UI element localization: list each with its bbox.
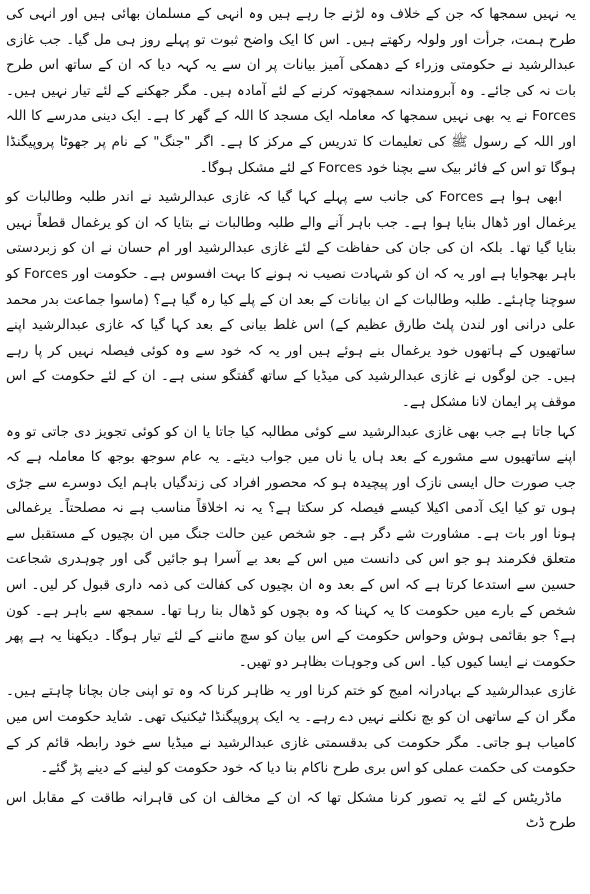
- article-paragraph-2: ابھی ہوا ہے Forces کی جانب سے پہلے کہا گیا کہ غازی عبدالرشید نے اندر طلبہ وطالبات کو یرغمال اور ڈھال بنایا ہوا ہے۔ جب باہر آنے والے طلبہ وطالبات نے بتایا کہ ان کو یرغمال قطعاً نہیں بنایا گیا تھا۔ بلکہ ان کی جان کی حفاظت کے لئے غازی عبدالرشید اور ام حسان نے ان کو زبردستی باہر بھجوایا ہے اور یہ کہ ان کو شہادت نصیب نہ ہونے کا بہت افسوس ہے۔ حکومت اور Forces کو سوچنا چاہئے۔ طلبہ وطالبات کے ان بیانات کے بعد ان کے پلے کیا رہ گیا ہے؟ (ماسوا جماعت بدر محمد علی درانی اور لندن پلٹ طارق عظیم کے) اس غلط بیانی کے بعد کہا گیا کہ غازی عبدالرشید اپنے ساتھیوں کے ہاتھوں خود یرغمال بنے ہوئے ہیں اور یہ کہ خود سے وہ کوئی فیصلہ نہیں کر پا رہے ہیں۔ جن لوگوں نے غازی عبدالرشید کی میڈیا کے ساتھ گفتگو سنی ہے۔ ان کے لئے حکومت کے اس موقف پر ایمان لانا مشکل ہے۔: [6, 189, 576, 410]
- article-paragraph-4: غازی عبدالرشید کے بہادرانہ امیج کو ختم کرنا اور یہ ظاہر کرنا کہ وہ تو اپنی جان بچانا چاہتے ہیں۔ مگر ان کے ساتھی ان کو بچ نکلنے نہیں دے رہے۔ یہ ایک پروپیگنڈا ٹیکنیک تھی۔ شاید حکومت اس میں کامیاب ہو جاتی۔ مگر حکومت کی بدقسمتی غازی عبدالرشید نے میڈیا سے خود رابطہ قائم کر کے حکومت کی حکمت عملی کو اس بری طرح ناکام بنا دیا کہ خود حکومت کو لینے کے دینے پڑ گئے۔: [6, 683, 576, 777]
- article-paragraph-5: ماڈریٹس کے لئے یہ تصور کرنا مشکل تھا کہ ان کے مخالف ان کی قاہرانہ طاقت کے مقابل اس طرح ڈٹ: [6, 789, 576, 832]
- article-paragraph-3: کہا جاتا ہے جب بھی غازی عبدالرشید سے کوئی مطالبہ کیا جاتا یا ان کو کوئی تجویز دی جاتی تو وہ اپنے ساتھیوں سے مشورے کے بعد ہاں یا ناں میں جواب دیتے۔ یہ عام سوجھ بوجھ کا معاملہ ہے کہ جب صورت حال ایسی نازک اور پیچیدہ ہو کہ محصور افراد کی زندگیاں باہم ایک دوسرے سے جڑی ہوں تو کیا ایک آدمی اکیلا کیسے فیصلہ کر سکتا ہے؟ یہ نہ اخلاقاً مناسب ہے نہ مصلحتاً۔ یرغمالی ہونا اور بات ہے۔ مشاورت شے دگر ہے۔ جو شخص عین حالت جنگ میں ان بچیوں کے مستقبل سے متعلق فکرمند ہو جو اس کی دانست میں اس کے بعد بے آسرا ہو جائیں گی اور چوہدری شجاعت حسین سے استدعا کرتا ہے کہ اس کے بعد وہ ان بچیوں کی کفالت کی ذمہ داری قبول کر لیں۔ اس شخص کے بارے میں حکومت کا یہ کہنا کہ وہ بچوں کو ڈھال بنا رہا تھا۔ سمجھ سے باہر ہے۔ کون ہے؟ جو بقائمی ہوش وحواس حکومت کے اس بیان کو سچ ماننے کے لئے تیار ہوگا۔ دیکھنا یہ ہے پھر حکومت نے ایسا کیوں کیا۔ اس کی وجوہات بظاہر دو تھیں۔: [6, 423, 576, 670]
- article-paragraph-1: یہ نہیں سمجھا کہ جن کے خلاف وہ لڑنے جا رہے ہیں وہ انہی کے مسلمان بھائی ہیں اور انہی کی طرح ہمت، جرأت اور ولولہ رکھتے ہیں۔ اس کا ایک واضح ثبوت تو پہلے روز ہی مل گیا۔ جب غازی عبدالرشید نے حکومتی وزراء کے دھمکی آمیز بیانات پر ان سے یہ کہہ دیا کہ ان کے ساتھ اس طرح بات نہ کی جائے۔ وہ آبرومندانہ سمجھوتہ کرنے کے لئے آمادہ ہیں۔ مگر جھکنے کے لئے تیار نہیں ہیں۔ Forces نے یہ بھی نہیں سمجھا کہ معاملہ ایک مسجد کا اللہ کے گھر کا ہے۔ ایک دینی مدرسے کا اللہ اور اللہ کے رسول ﷺ کی تعلیمات کا تدریس کے مرکز کا ہے۔ اگر "جنگ" کے نام پر جھوٹا پروپیگنڈا ہوگا تو اس کے فائر بیک سے بچنا خود Forces کے لئے مشکل ہوگا۔: [6, 6, 576, 176]
